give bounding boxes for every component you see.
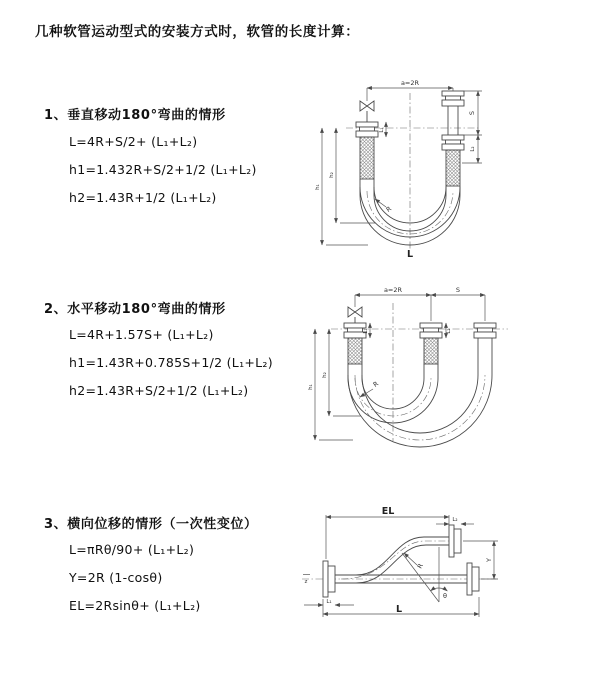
right-flange-lower bbox=[442, 135, 464, 150]
section-1-formula-2: h1=1.432R+S/2+1/2 (L₁+L₂) bbox=[69, 162, 257, 177]
braided-hose-middle bbox=[424, 338, 438, 364]
diagram-vertical-180-bend bbox=[312, 75, 590, 260]
dim-label-l1: L₁ bbox=[326, 599, 332, 605]
right-flange-upper bbox=[442, 91, 464, 106]
left-flange bbox=[323, 561, 335, 597]
dim-label-h2: h₂ bbox=[329, 172, 335, 178]
radius-leader bbox=[360, 389, 373, 397]
dim-label-l1: L₁ bbox=[379, 127, 385, 133]
valve-icon bbox=[360, 101, 374, 111]
radius-leader bbox=[404, 553, 417, 565]
dim-label-a2r: a=2R bbox=[400, 79, 420, 87]
dim-label-l1: L₁ bbox=[363, 328, 369, 334]
section-1-formula-1: L=4R+S/2+ (L₁+L₂) bbox=[69, 134, 198, 149]
braided-hose-right bbox=[446, 150, 460, 186]
dim-label-r: R bbox=[384, 204, 394, 214]
section-1-heading: 1、垂直移动180°弯曲的情形 bbox=[44, 108, 226, 123]
dim-label-y: Y bbox=[485, 558, 493, 562]
dim-label-theta: θ bbox=[443, 592, 447, 600]
middle-flange bbox=[420, 323, 442, 338]
valve-icon bbox=[348, 307, 362, 317]
hose-u-bends bbox=[348, 375, 492, 447]
dim-label-h2: h₂ bbox=[322, 372, 328, 378]
section-3-formula-2: Y=2R (1-cosθ) bbox=[69, 570, 163, 585]
centerline-symbol: z bbox=[304, 579, 308, 585]
section-3-heading: 3、横向位移的情形（一次性变位） bbox=[44, 517, 258, 532]
braided-hose-left bbox=[360, 137, 374, 179]
right-flange-moved bbox=[449, 525, 461, 557]
dim-label-r: R bbox=[371, 379, 381, 389]
section-3-formula-1: L=πRθ/90+ (L₁+L₂) bbox=[69, 542, 195, 557]
radius-leader bbox=[375, 199, 386, 207]
angle-construction bbox=[402, 547, 447, 602]
section-2-formula-1: L=4R+1.57S+ (L₁+L₂) bbox=[69, 327, 214, 342]
dim-label-l2: L₂ bbox=[452, 517, 458, 523]
dim-label-h1: h₁ bbox=[308, 384, 314, 390]
dim-label-s: S bbox=[455, 286, 461, 294]
section-1-formula-3: h2=1.43R+1/2 (L₁+L₂) bbox=[69, 190, 217, 205]
section-2-formula-3: h2=1.43R+S/2+1/2 (L₁+L₂) bbox=[69, 383, 249, 398]
section-2-formula-2: h1=1.43R+0.785S+1/2 (L₁+L₂) bbox=[69, 355, 273, 370]
right-flange-moved bbox=[474, 323, 496, 338]
dim-label-el: EL bbox=[381, 506, 395, 517]
dim-label-l: L bbox=[406, 249, 414, 260]
dim-label-a2r: a=2R bbox=[383, 286, 403, 294]
diagram-horizontal-180-bend bbox=[303, 283, 600, 453]
dim-label-l: L bbox=[395, 604, 403, 615]
right-flange-original bbox=[467, 563, 479, 595]
dim-label-r: R bbox=[415, 562, 425, 570]
dim-label-s: S bbox=[468, 110, 476, 116]
diagram-lateral-displacement bbox=[296, 503, 598, 640]
dim-label-l2: L₂ bbox=[470, 146, 476, 152]
page-title: 几种软管运动型式的安装方式时，软管的长度计算： bbox=[35, 24, 360, 40]
section-3-formula-3: EL=2Rsinθ+ (L₁+L₂) bbox=[69, 598, 201, 613]
dim-label-l2: L₂ bbox=[446, 328, 452, 334]
section-2-heading: 2、水平移动180°弯曲的情形 bbox=[44, 302, 226, 317]
braided-hose-left bbox=[348, 338, 362, 364]
dim-label-h1: h₁ bbox=[315, 184, 321, 190]
left-flange bbox=[356, 122, 378, 137]
